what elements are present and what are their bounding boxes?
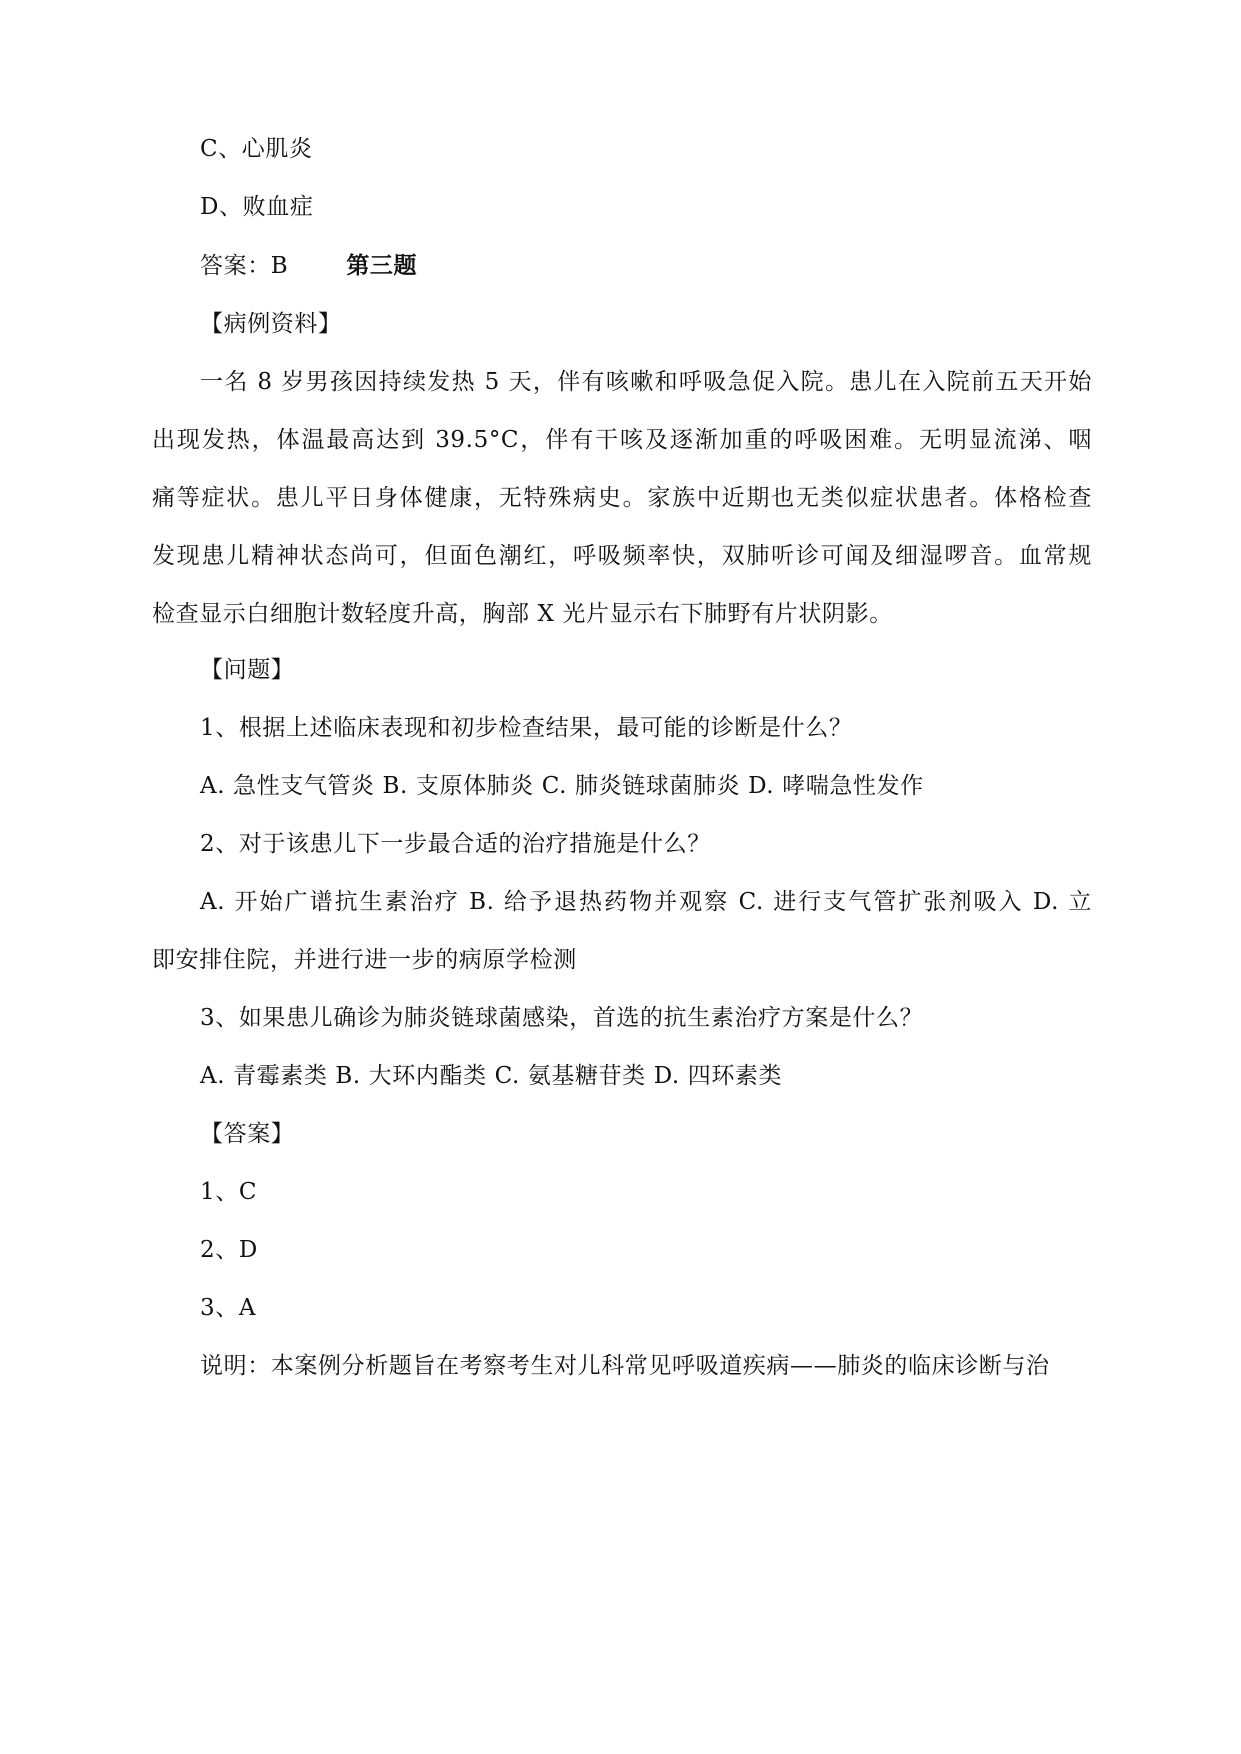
answers-section-title: 【答案】: [200, 1121, 295, 1147]
answer-1: 1、C: [200, 1179, 258, 1205]
case-paragraph-line: 一名 8 岁男孩因持续发热 5 天，伴有咳嗽和呼吸急促入院。患儿在入院前五天开始: [200, 369, 1092, 395]
question-title: 第三题: [346, 253, 418, 279]
answer-text: 答案：B: [200, 253, 289, 279]
case-paragraph-line: 发现患儿精神状态尚可，但面色潮红，呼吸频率快，双肺听诊可闻及细湿啰音。血常规: [152, 543, 1092, 569]
case-section-title: 【病例资料】: [200, 311, 342, 337]
option-d: D、败血症: [200, 194, 314, 220]
case-paragraph-line: 痛等症状。患儿平日身体健康，无特殊病史。家族中近期也无类似症状患者。体格检查: [152, 485, 1092, 511]
question-1-options: A. 急性支气管炎 B. 支原体肺炎 C. 肺炎链球菌肺炎 D. 哮喘急性发作: [200, 773, 924, 799]
question-3: 3、如果患儿确诊为肺炎链球菌感染，首选的抗生素治疗方案是什么？: [200, 1005, 924, 1031]
case-paragraph-line: 检查显示白细胞计数轻度升高，胸部 X 光片显示右下肺野有片状阴影。: [152, 601, 893, 627]
questions-section-title: 【问题】: [200, 657, 295, 683]
question-3-options: A. 青霉素类 B. 大环内酯类 C. 氨基糖苷类 D. 四环素类: [200, 1063, 783, 1089]
answer-row: [200, 250, 1092, 282]
answer-3: 3、A: [200, 1295, 257, 1321]
question-2-options: A. 开始广谱抗生素治疗 B. 给予退热药物并观察 C. 进行支气管扩张剂吸入 D. 立: [200, 889, 1092, 915]
question-1: 1、根据上述临床表现和初步检查结果，最可能的诊断是什么？: [200, 715, 853, 741]
case-paragraph-line: 出现发热，体温最高达到 39.5°C，伴有干咳及逐渐加重的呼吸困难。无明显流涕、咽: [152, 427, 1092, 453]
question-2: 2、对于该患儿下一步最合适的治疗措施是什么？: [200, 831, 711, 857]
question-2-options-continued: 即安排住院，并进行进一步的病原学检测: [152, 947, 577, 973]
answer-2: 2、D: [200, 1237, 258, 1263]
note-text: 说明：本案例分析题旨在考察考生对儿科常见呼吸道疾病——肺炎的临床诊断与治: [200, 1353, 1050, 1379]
option-c: C、心肌炎: [200, 136, 313, 162]
